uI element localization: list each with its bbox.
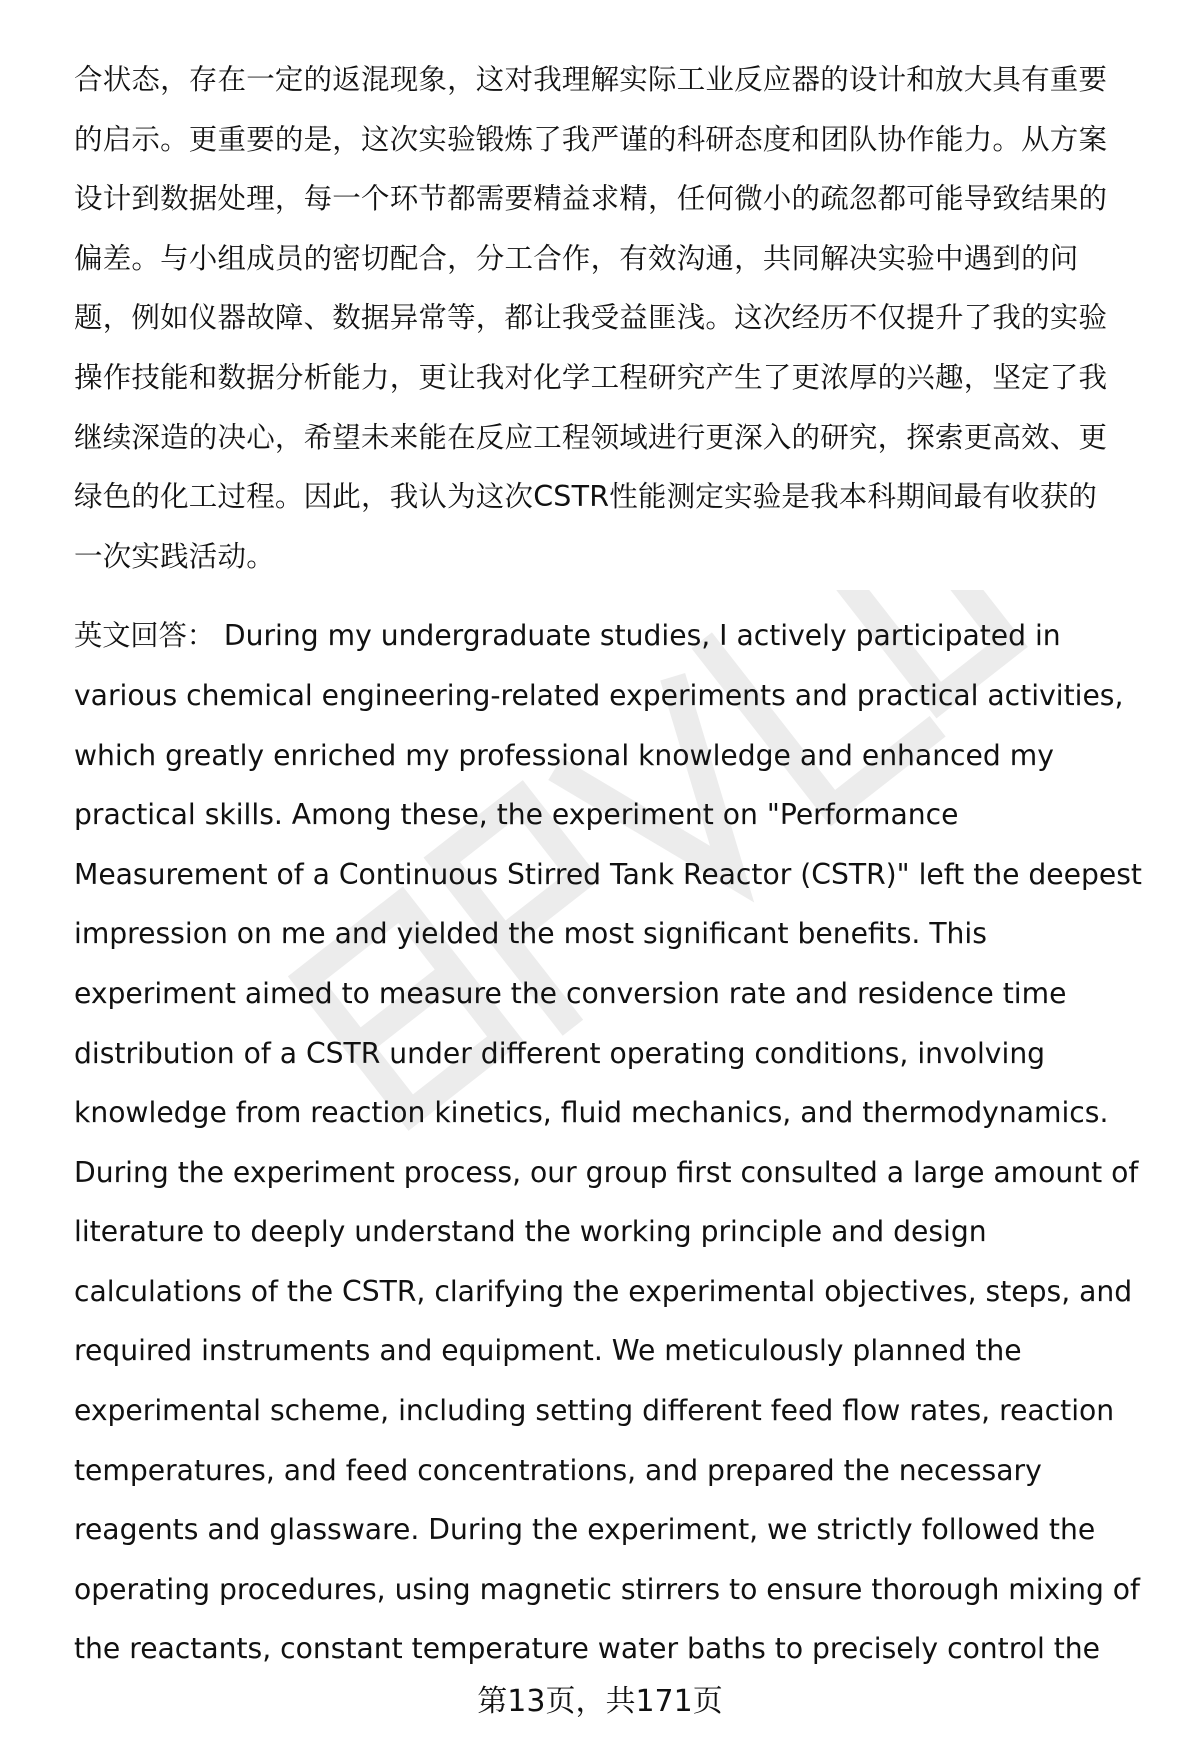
text-line: Measurement of a Continuous Stirred Tank Reactor (CSTR)" left the deepest [74,857,1142,891]
text-line: reagents and glassware. During the experiment, we strictly followed the [74,1513,1096,1547]
text-line: experiment aimed to measure the conversion rate and residence time [74,976,1067,1010]
text-line: 设计到数据处理，每一个环节都需要精益求精，任何微小的疏忽都可能导致结果的 [74,182,1108,216]
text-line: 题，例如仪器故障、数据异常等，都让我受益匪浅。这次经历不仅提升了我的实验 [74,301,1108,335]
text-line: calculations of the CSTR, clarifying the experimental objectives, steps, and [74,1274,1133,1308]
text-line: 继续深造的决心，希望未来能在反应工程领域进行更深入的研究，探索更高效、更 [74,420,1108,454]
text-line: various chemical engineering-related experiments and practical activities, [74,678,1124,712]
text-line: distribution of a CSTR under different operating conditions, involving [74,1036,1046,1070]
page-content [74,56,1154,1685]
text-line: 一次实践活动。 [74,539,275,573]
text-line: the reactants, constant temperature water baths to precisely control the [74,1632,1100,1666]
text-line: operating procedures, using magnetic stirrers to ensure thorough mixing of [74,1572,1140,1606]
text-line: required instruments and equipment. We meticulously planned the [74,1334,1022,1368]
text-line: During the experiment process, our group first consulted a large amount of [74,1155,1139,1189]
text-line: experimental scheme, including setting different feed flow rates, reaction [74,1394,1115,1428]
text-line: 操作技能和数据分析能力，更让我对化学工程研究产生了更浓厚的兴趣，坚定了我 [74,360,1108,394]
text-line: literature to deeply understand the working principle and design [74,1215,987,1249]
text-line: knowledge from reaction kinetics, fluid mechanics, and thermodynamics. [74,1096,1109,1130]
text-line: 合状态，存在一定的返混现象，这对我理解实际工业反应器的设计和放大具有重要 [74,63,1108,96]
chinese-paragraph [74,56,1154,592]
english-answer [74,612,1154,1685]
page-number-footer: 第13页，共171页 [477,1684,723,1719]
text-line: impression on me and yielded the most significant benefits. This [74,917,987,951]
text-line: 偏差。与小组成员的密切配合，分工合作，有效沟通，共同解决实验中遇到的问 [74,241,1079,275]
text-line: practical skills. Among these, the experiment on "Performance [74,798,959,832]
text-line: which greatly enriched my professional knowledge and enhanced my [74,738,1054,772]
text-line: 绿色的化工过程。因此，我认为这次CSTR性能测定实验是我本科期间最有收获的 [74,480,1098,514]
text-line: 的启示。更重要的是，这次实验锻炼了我严谨的科研态度和团队协作能力。从方案 [74,122,1108,156]
text-line: 英文回答： During my undergraduate studies, I actively participated in [74,619,1061,653]
text-line: temperatures, and feed concentrations, and prepared the necessary [74,1453,1042,1487]
